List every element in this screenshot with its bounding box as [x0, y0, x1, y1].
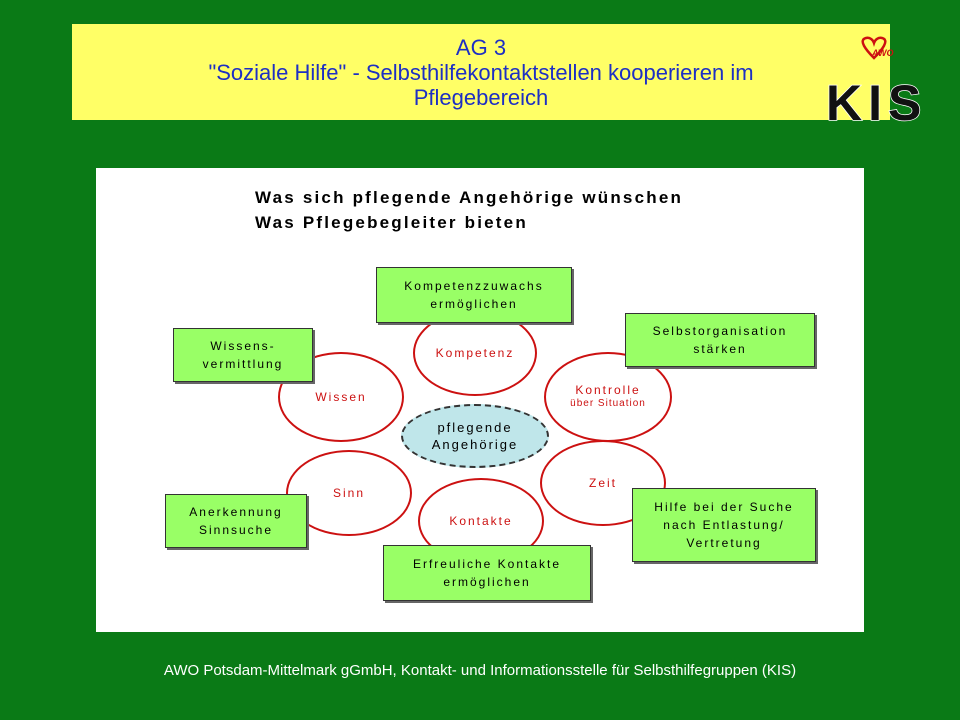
title-banner	[72, 24, 890, 120]
box-selbstorganisation	[625, 313, 815, 367]
box-anerkennung	[165, 494, 307, 548]
diagram-heading-1: Was sich pflegende Angehörige wünschen	[255, 188, 684, 207]
awo-logo-text: AWO	[872, 48, 894, 58]
box-hilfe-suche-line-2: nach Entlastung/	[663, 518, 785, 532]
box-selbstorganisation-line-1: Selbstorganisation	[652, 324, 788, 338]
title-line-1: AG 3	[455, 34, 507, 60]
box-erfreuliche-kontakte-line-2: ermöglichen	[443, 575, 531, 589]
center-label-2: Angehörige	[431, 437, 519, 452]
title-line-2: "Soziale Hilfe" - Selbsthilfekontaktstellen kooperieren im	[208, 59, 754, 85]
box-wissensvermittlung-line-1: Wissens-	[210, 339, 276, 353]
box-kompetenzzuwachs-line-1: Kompetenzzuwachs	[404, 279, 544, 293]
box-anerkennung-line-2: Sinnsuche	[198, 523, 274, 537]
box-anerkennung-line-1: Anerkennung	[189, 505, 283, 519]
oval-zeit-label: Zeit	[588, 476, 617, 490]
oval-kompetenz-label: Kompetenz	[435, 346, 515, 360]
oval-kontakte-label: Kontakte	[449, 514, 513, 528]
kis-logo-text: KIS	[826, 75, 928, 126]
kis-logo	[822, 36, 942, 126]
box-kompetenzzuwachs	[376, 267, 572, 323]
oval-wissen-label: Wissen	[315, 390, 367, 404]
title-line-3: Pflegebereich	[413, 84, 549, 110]
box-hilfe-suche-line-1: Hilfe bei der Suche	[654, 500, 794, 514]
center-oval-angehoerige	[401, 404, 549, 468]
box-selbstorganisation-line-2: stärken	[693, 342, 747, 356]
oval-kontrolle-sublabel: über Situation	[570, 398, 646, 409]
box-wissensvermittlung-line-2: vermittlung	[202, 357, 284, 371]
box-hilfe-suche	[632, 488, 816, 562]
diagram-heading-2: Was Pflegebegleiter bieten	[255, 213, 528, 232]
box-kompetenzzuwachs-line-2: ermöglichen	[430, 297, 518, 311]
oval-sinn-label: Sinn	[332, 486, 366, 500]
box-wissensvermittlung	[173, 328, 313, 382]
box-erfreuliche-kontakte	[383, 545, 591, 601]
diagram-canvas	[96, 168, 864, 632]
box-hilfe-suche-line-3: Vertretung	[686, 536, 762, 550]
oval-kontrolle-label: Kontrolle	[575, 383, 641, 397]
center-label-1: pflegende	[437, 420, 513, 435]
footer-text: AWO Potsdam-Mittelmark gGmbH, Kontakt- und Informationsstelle für Selbsthilfegruppen (KIS)	[163, 662, 797, 679]
box-erfreuliche-kontakte-line-1: Erfreuliche Kontakte	[412, 557, 562, 571]
